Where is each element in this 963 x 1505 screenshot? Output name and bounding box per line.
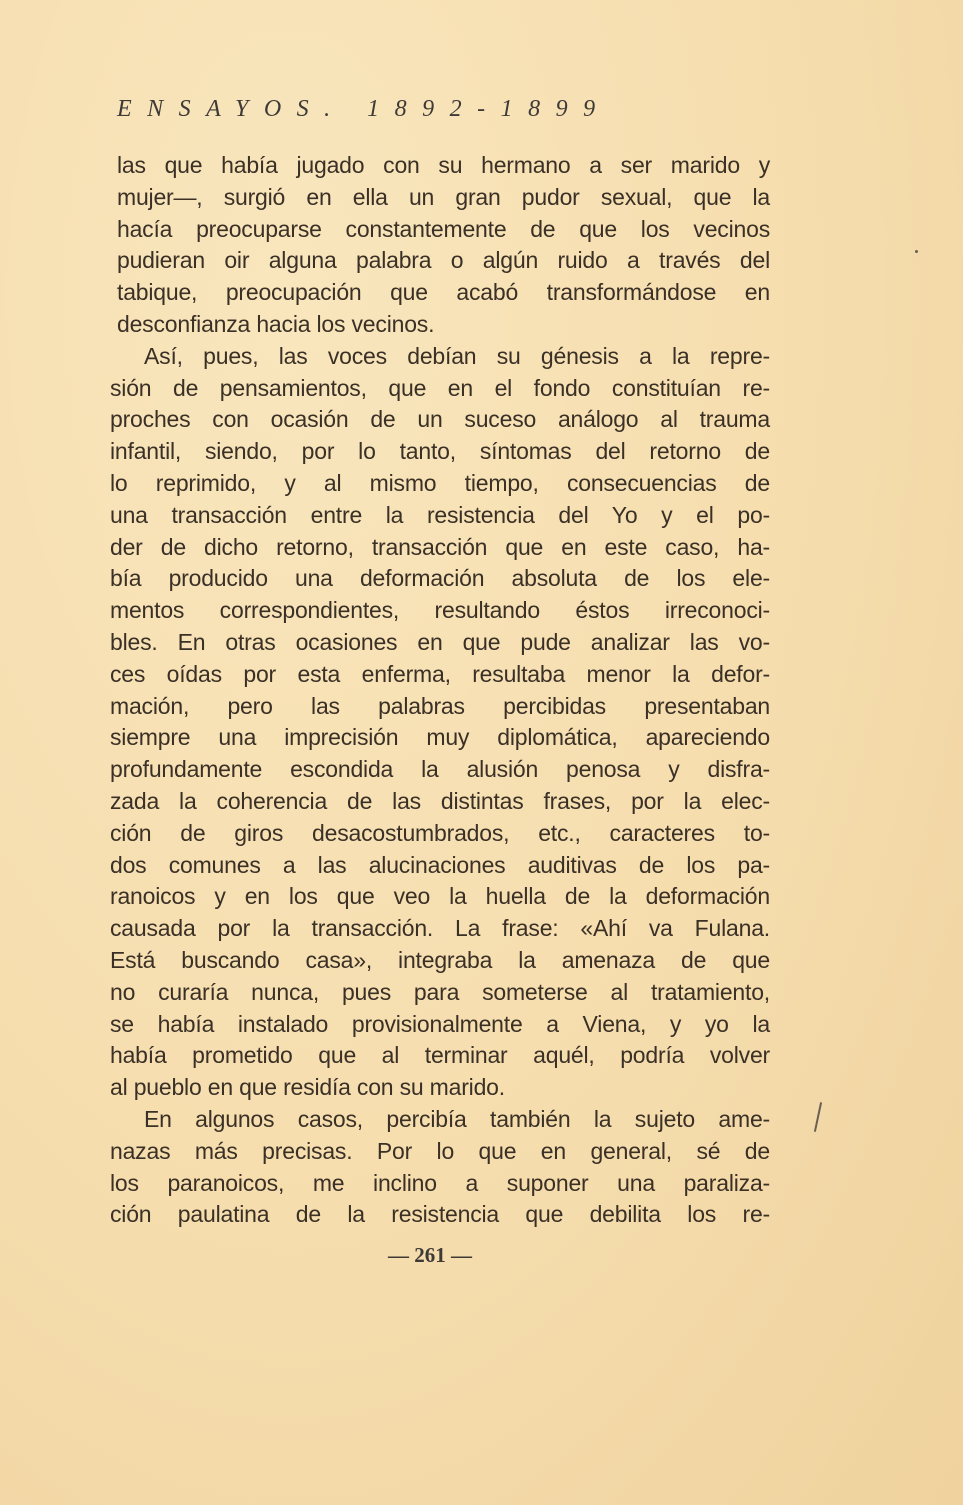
margin-mark <box>814 1102 822 1132</box>
text-line: pudieran oir alguna palabra o algún ruido a través del <box>117 247 770 274</box>
text-line: siempre una imprecisión muy diplomática, apareciendo <box>110 724 770 751</box>
text-line: Así, pues, las voces debían su génesis a la repre- <box>144 342 770 369</box>
text-line: bles. En otras ocasiones en que pude analizar las vo- <box>110 628 770 655</box>
text-line: mación, pero las palabras percibidas presentaban <box>110 692 770 719</box>
text-line: infantil, siendo, por lo tanto, síntomas del retorno de <box>110 438 770 465</box>
text-line: ción de giros desacostumbrados, etc., caracteres to- <box>110 819 770 846</box>
text-line: hacía preocuparse constantemente de que los vecinos <box>117 215 770 242</box>
running-head: ENSAYOS. 1892-1899 <box>117 96 611 122</box>
page-number: — 261 — <box>388 1243 472 1267</box>
body-text <box>110 150 770 1231</box>
text-line: se había instalado provisionalmente a Viena, y yo la <box>110 1010 770 1037</box>
text-line: causada por la transacción. La frase: «Ahí va Fulana. <box>110 915 770 942</box>
text-line: mujer—, surgió en ella un gran pudor sexual, que la <box>117 183 770 210</box>
paragraph <box>110 341 770 1104</box>
text-line: proches con ocasión de un suceso análogo al trauma <box>110 406 770 433</box>
text-line: los paranoicos, me inclino a suponer una paraliza- <box>110 1169 770 1196</box>
text-line: der de dicho retorno, transacción que en este caso, ha- <box>110 533 770 560</box>
text-line: ción paulatina de la resistencia que debilita los re- <box>110 1201 770 1228</box>
text-line: Está buscando casa», integraba la amenaza de que <box>110 946 770 973</box>
text-line: las que había jugado con su hermano a ser marido y <box>117 152 770 178</box>
text-line: al pueblo en que residía con su marido. <box>110 1074 505 1101</box>
text-line: sión de pensamientos, que en el fondo constituían re- <box>110 374 770 401</box>
text-line: dos comunes a las alucinaciones auditivas de los pa- <box>110 851 770 878</box>
text-line: bía producido una deformación absoluta de los ele- <box>110 565 770 592</box>
text-line: nazas más precisas. Por lo que en general, sé de <box>110 1137 770 1164</box>
text-line: no curaría nunca, pues para someterse al tratamiento, <box>110 978 770 1005</box>
text-line: zada la coherencia de las distintas frases, por la elec- <box>110 787 770 814</box>
text-line: una transacción entre la resistencia del Yo y el po- <box>110 501 770 528</box>
text-line: tabique, preocupación que acabó transformándose en <box>117 279 770 306</box>
text-line: ces oídas por esta enferma, resultaba menor la defor- <box>110 660 770 687</box>
text-line: había prometido que al terminar aquél, podría volver <box>110 1042 770 1069</box>
text-line: ranoicos y en los que veo la huella de la deformación <box>110 883 770 910</box>
text-line: En algunos casos, percibía también la sujeto ame- <box>144 1105 770 1132</box>
paragraph <box>110 150 770 341</box>
text-line: mentos correspondientes, resultando éstos irreconoci- <box>110 597 770 624</box>
text-line: lo reprimido, y al mismo tiempo, consecuencias de <box>110 469 770 496</box>
margin-dot <box>915 250 918 253</box>
text-line: desconfianza hacia los vecinos. <box>117 310 435 337</box>
text-line: profundamente escondida la alusión penosa y disfra- <box>110 756 770 783</box>
paragraph <box>110 1104 770 1231</box>
